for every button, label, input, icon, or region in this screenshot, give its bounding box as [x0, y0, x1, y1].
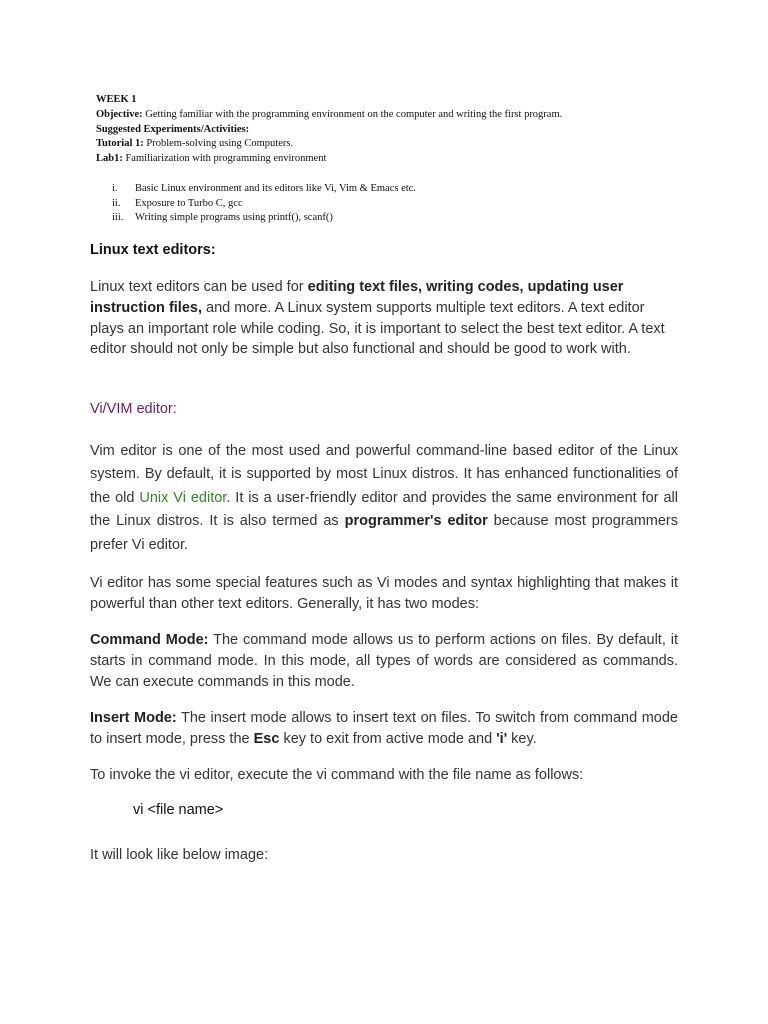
vim-heading: Vi/VIM editor: [90, 401, 177, 417]
list-item: ii. Exposure to Turbo C, gcc [112, 197, 243, 209]
lab-line: Lab1: Familiarization with programming environment [96, 153, 327, 165]
lab-item-list [112, 182, 672, 226]
invoke-paragraph: To invoke the vi editor, execute the vi command with the file name as follows: [90, 767, 584, 783]
command-mode-paragraph: Command Mode: The command mode allows us to perform actions on files. By default, it starts in command mode. In this mode, all types of words are considered as commands. We can execute commands in this mode. [90, 632, 679, 690]
suggested-activities-label: Suggested Experiments/Activities: [96, 123, 250, 135]
week-header [96, 93, 696, 167]
intro-paragraph: Linux text editors can be used for editing text files, writing codes, updating user instruction files, and more. A Linux system supports multiple text editors. A text editor plays an important role while coding. So, it is important to select the best text editor. A text editor should not only be simple but also functional and should be good to work with. [90, 279, 665, 358]
list-item: iii. Writing simple programs using printf(), scanf() [112, 212, 333, 224]
insert-mode-paragraph: Insert Mode: The insert mode allows to insert text on files. To switch from command mode to insert mode, press the Esc key to exit from active mode and 'i' key. [90, 710, 678, 747]
image-intro-paragraph: It will look like below image: [90, 847, 269, 863]
objective-line: Objective: Getting familiar with the programming environment on the computer and writing the first program. [96, 108, 563, 120]
list-item: i. Basic Linux environment and its editors like Vi, Vim & Emacs etc. [112, 183, 416, 194]
section-heading: Linux text editors: [90, 242, 216, 258]
vi-command-example: vi <file name> [133, 802, 224, 818]
vim-paragraph: Vim editor is one of the most used and powerful command-line based editor of the Linux system. By default, it is supported by most Linux distros. It has enhanced functionalities of the old Unix Vi editor. It is a user-friendly editor and provides the same environment for all the Linux distros. It is also termed as programmer's editor because most programmers prefer Vi editor. [90, 443, 679, 553]
week-title: WEEK 1 [96, 94, 137, 105]
features-paragraph: Vi editor has some special features such as Vi modes and syntax highlighting that makes it powerful than other text editors. Generally, it has two modes: [90, 575, 678, 612]
unix-vi-editor-link[interactable]: Unix Vi editor [139, 489, 227, 506]
tutorial-line: Tutorial 1: Problem-solving using Computers. [96, 138, 294, 150]
